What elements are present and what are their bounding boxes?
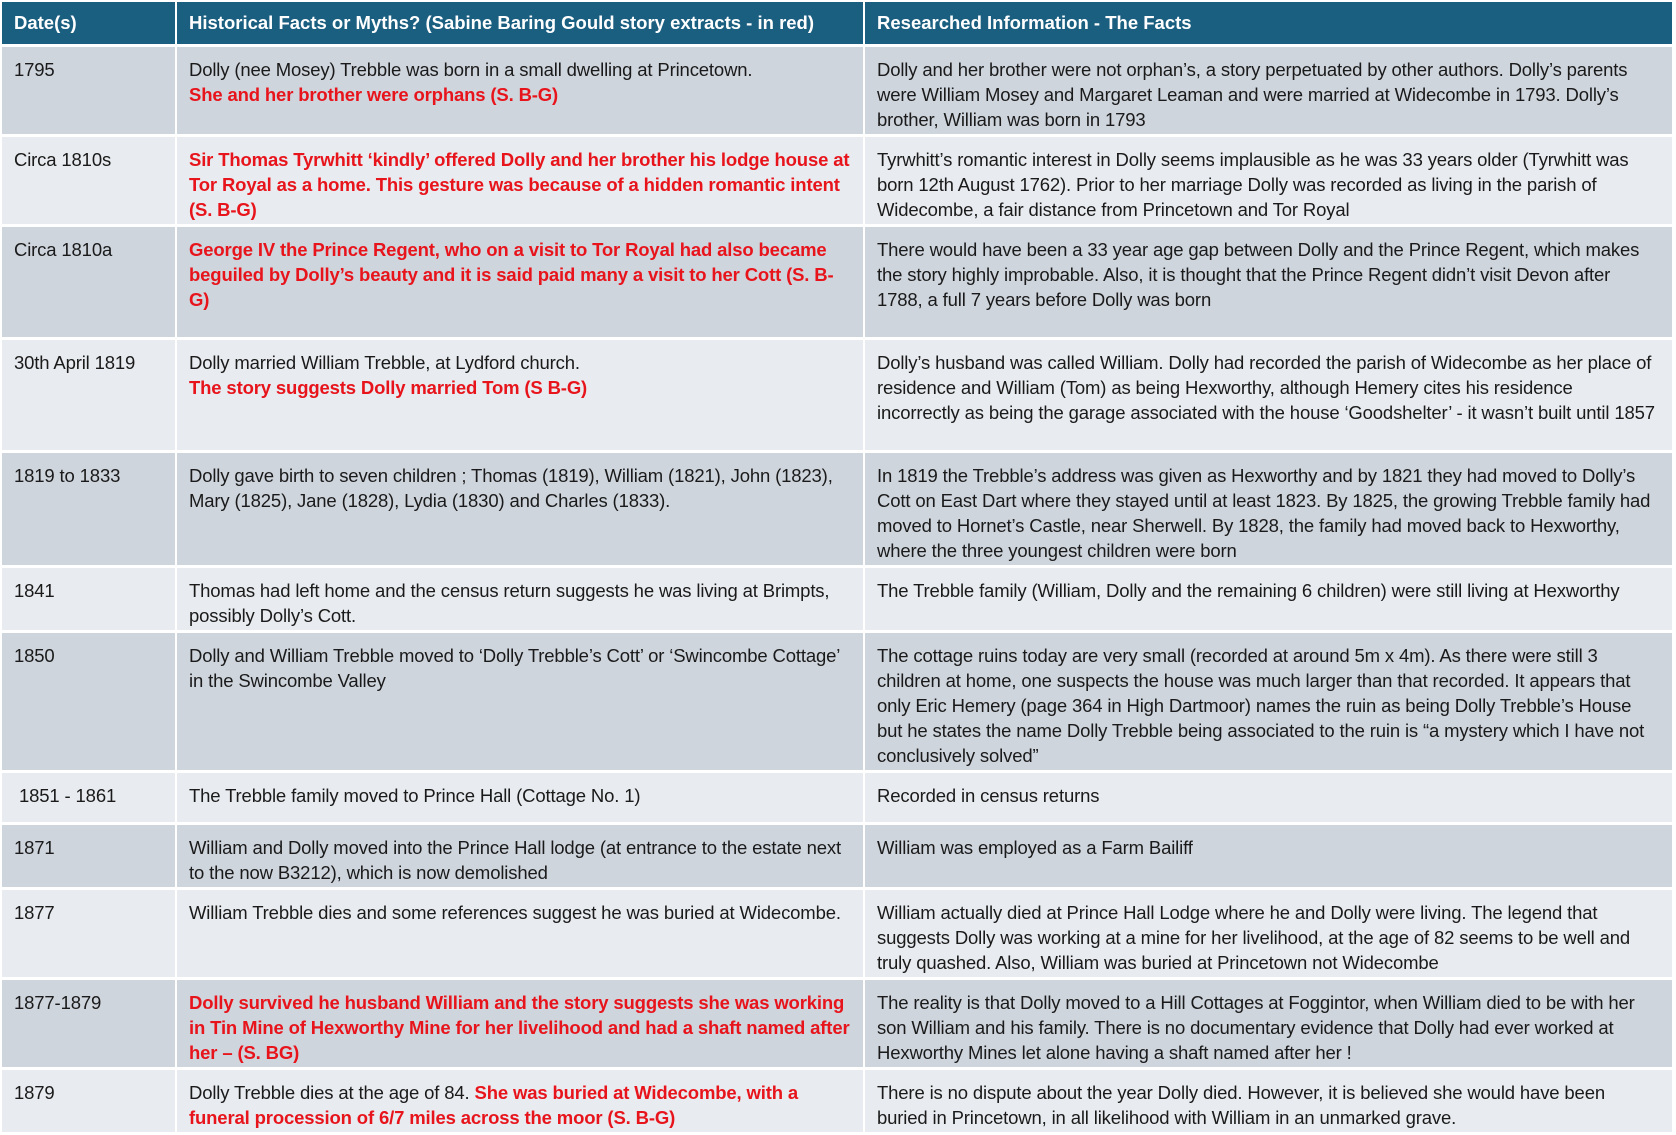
research-cell: The cottage ruins today are very small (recorded at around 5m x 4m). As there were still 3 children at home, one suspects the house was much larger than that recorded. It appears that only Eric Hemery (page 364 in High Dartmoor) names the ruin as being Dolly Trebble’s House but he states the name Dolly Trebble being associated to the ruin is “a mystery which I have not conclusively solved” — [864, 631, 1672, 771]
history-cell — [176, 338, 864, 451]
history-myth-text: The story suggests Dolly married Tom (S B-G) — [189, 376, 588, 398]
research-cell: Dolly’s husband was called William. Dolly had recorded the parish of Widecombe as her place of residence and William (Tom) as being Hexworthy, although Hemery cites his residence incorrectly as being the garage associated with the house ‘Goodshelter’ - it wasn’t built until 1857 — [864, 338, 1672, 451]
date-cell: 1877-1879 — [2, 978, 176, 1068]
research-cell: There is no dispute about the year Dolly died. However, it is believed she would have been buried in Princetown, in all likelihood with William in an unmarked grave. — [864, 1068, 1672, 1133]
history-cell — [176, 45, 864, 135]
history-cell — [176, 823, 864, 888]
table-row — [2, 45, 1672, 135]
history-myth-text: She was buried at Widecombe, with a funeral procession of 6/7 miles across the moor (S. B-G) — [189, 1081, 799, 1128]
history-cell — [176, 771, 864, 823]
history-cell — [176, 451, 864, 566]
research-cell: There would have been a 33 year age gap between Dolly and the Prince Regent, which makes the story highly improbable. Also, it is thought that the Prince Regent didn’t visit Devon after 1788, a full 7 years before Dolly was born — [864, 225, 1672, 338]
table-row — [2, 225, 1672, 338]
header-research: Researched Information - The Facts — [864, 2, 1672, 45]
table-row — [2, 888, 1672, 978]
history-myth-text: Dolly survived he husband William and the story suggests she was working in Tin Mine of Hexworthy Mine for her livelihood and had a shaft named after her – (S. BG) — [189, 991, 850, 1063]
table-row — [2, 135, 1672, 225]
date-cell: 30th April 1819 — [2, 338, 176, 451]
research-cell: The reality is that Dolly moved to a Hill Cottages at Foggintor, when William died to be with her son William and his family. There is no documentary evidence that Dolly had ever worked at Hexworthy Mines let alone having a shaft named after her ! — [864, 978, 1672, 1068]
date-cell: 1871 — [2, 823, 176, 888]
history-cell — [176, 888, 864, 978]
date-cell: Circa 1810s — [2, 135, 176, 225]
history-fact-text: Dolly married William Trebble, at Lydford church. — [189, 351, 580, 373]
history-fact-text: William Trebble dies and some references suggest he was buried at Widecombe. — [189, 901, 841, 923]
history-cell — [176, 566, 864, 631]
dolly-trebble-timeline-table-wrapper — [2, 2, 1672, 1135]
dolly-trebble-timeline-table — [2, 2, 1672, 1135]
date-cell: 1841 — [2, 566, 176, 631]
table-row — [2, 771, 1672, 823]
history-cell — [176, 135, 864, 225]
research-cell: Dolly and her brother were not orphan’s, a story perpetuated by other authors. Dolly’s parents were William Mosey and Margaret Leaman and were married at Widecombe in 1793. Dolly’s brother, William was born in 1793 — [864, 45, 1672, 135]
table-row — [2, 451, 1672, 566]
table-row — [2, 566, 1672, 631]
history-myth-text: Sir Thomas Tyrwhitt ‘kindly’ offered Dolly and her brother his lodge house at Tor Royal as a home. This gesture was because of a hidden romantic intent (S. B-G) — [189, 148, 850, 220]
history-fact-text: Dolly and William Trebble moved to ‘Dolly Trebble’s Cott’ or ‘Swincombe Cottage’ in the Swincombe Valley — [189, 644, 840, 691]
research-cell: William was employed as a Farm Bailiff — [864, 823, 1672, 888]
table-row — [2, 823, 1672, 888]
history-fact-text: Dolly gave birth to seven children ; Thomas (1819), William (1821), John (1823), Mary (1825), Jane (1828), Lydia (1830) and Charles (1833). — [189, 464, 833, 511]
history-fact-text: Thomas had left home and the census return suggests he was living at Brimpts, possibly Dolly’s Cott. — [189, 579, 830, 626]
research-cell: Recorded in census returns — [864, 771, 1672, 823]
history-myth-text: She and her brother were orphans (S. B-G) — [189, 83, 559, 105]
date-cell: Circa 1810a — [2, 225, 176, 338]
date-cell: 1877 — [2, 888, 176, 978]
date-cell: 1851 - 1861 — [2, 771, 176, 823]
table-row — [2, 338, 1672, 451]
header-history: Historical Facts or Myths? (Sabine Baring Gould story extracts - in red) — [176, 2, 864, 45]
history-fact-text: William and Dolly moved into the Prince Hall lodge (at entrance to the estate next to the now B3212), which is now demolished — [189, 836, 841, 883]
date-cell: 1879 — [2, 1068, 176, 1133]
history-cell — [176, 978, 864, 1068]
history-fact-text: Dolly (nee Mosey) Trebble was born in a small dwelling at Princetown. — [189, 58, 753, 80]
header-date: Date(s) — [2, 2, 176, 45]
history-cell — [176, 225, 864, 338]
table-row — [2, 978, 1672, 1068]
history-myth-text: George IV the Prince Regent, who on a visit to Tor Royal had also became beguiled by Dolly’s beauty and it is said paid many a visit to her Cott (S. B-G) — [189, 238, 834, 310]
header-row — [2, 2, 1672, 45]
history-fact-text: The Trebble family moved to Prince Hall (Cottage No. 1) — [189, 784, 641, 806]
date-cell: 1850 — [2, 631, 176, 771]
research-cell: In 1819 the Trebble’s address was given as Hexworthy and by 1821 they had moved to Dolly’s Cott on East Dart where they stayed until at least 1823. By 1825, the growing Trebble family had moved to Hornet’s Castle, near Sherwell. By 1828, the family had moved back to Hexworthy, where the three youngest children were born — [864, 451, 1672, 566]
table-row — [2, 631, 1672, 771]
table-row — [2, 1068, 1672, 1133]
research-cell: Tyrwhitt’s romantic interest in Dolly seems implausible as he was 33 years older (Tyrwhitt was born 12th August 1762). Prior to her marriage Dolly was recorded as living in the parish of Widecombe, a fair distance from Princetown and Tor Royal — [864, 135, 1672, 225]
history-cell — [176, 1068, 864, 1133]
date-cell: 1819 to 1833 — [2, 451, 176, 566]
history-fact-text: Dolly Trebble dies at the age of 84. — [189, 1081, 475, 1103]
research-cell: The Trebble family (William, Dolly and the remaining 6 children) were still living at Hexworthy — [864, 566, 1672, 631]
history-cell — [176, 631, 864, 771]
date-cell: 1795 — [2, 45, 176, 135]
research-cell: William actually died at Prince Hall Lodge where he and Dolly were living. The legend that suggests Dolly was working at a mine for her livelihood, at the age of 82 seems to be well and truly quashed. Also, William was buried at Princetown not Widecombe — [864, 888, 1672, 978]
